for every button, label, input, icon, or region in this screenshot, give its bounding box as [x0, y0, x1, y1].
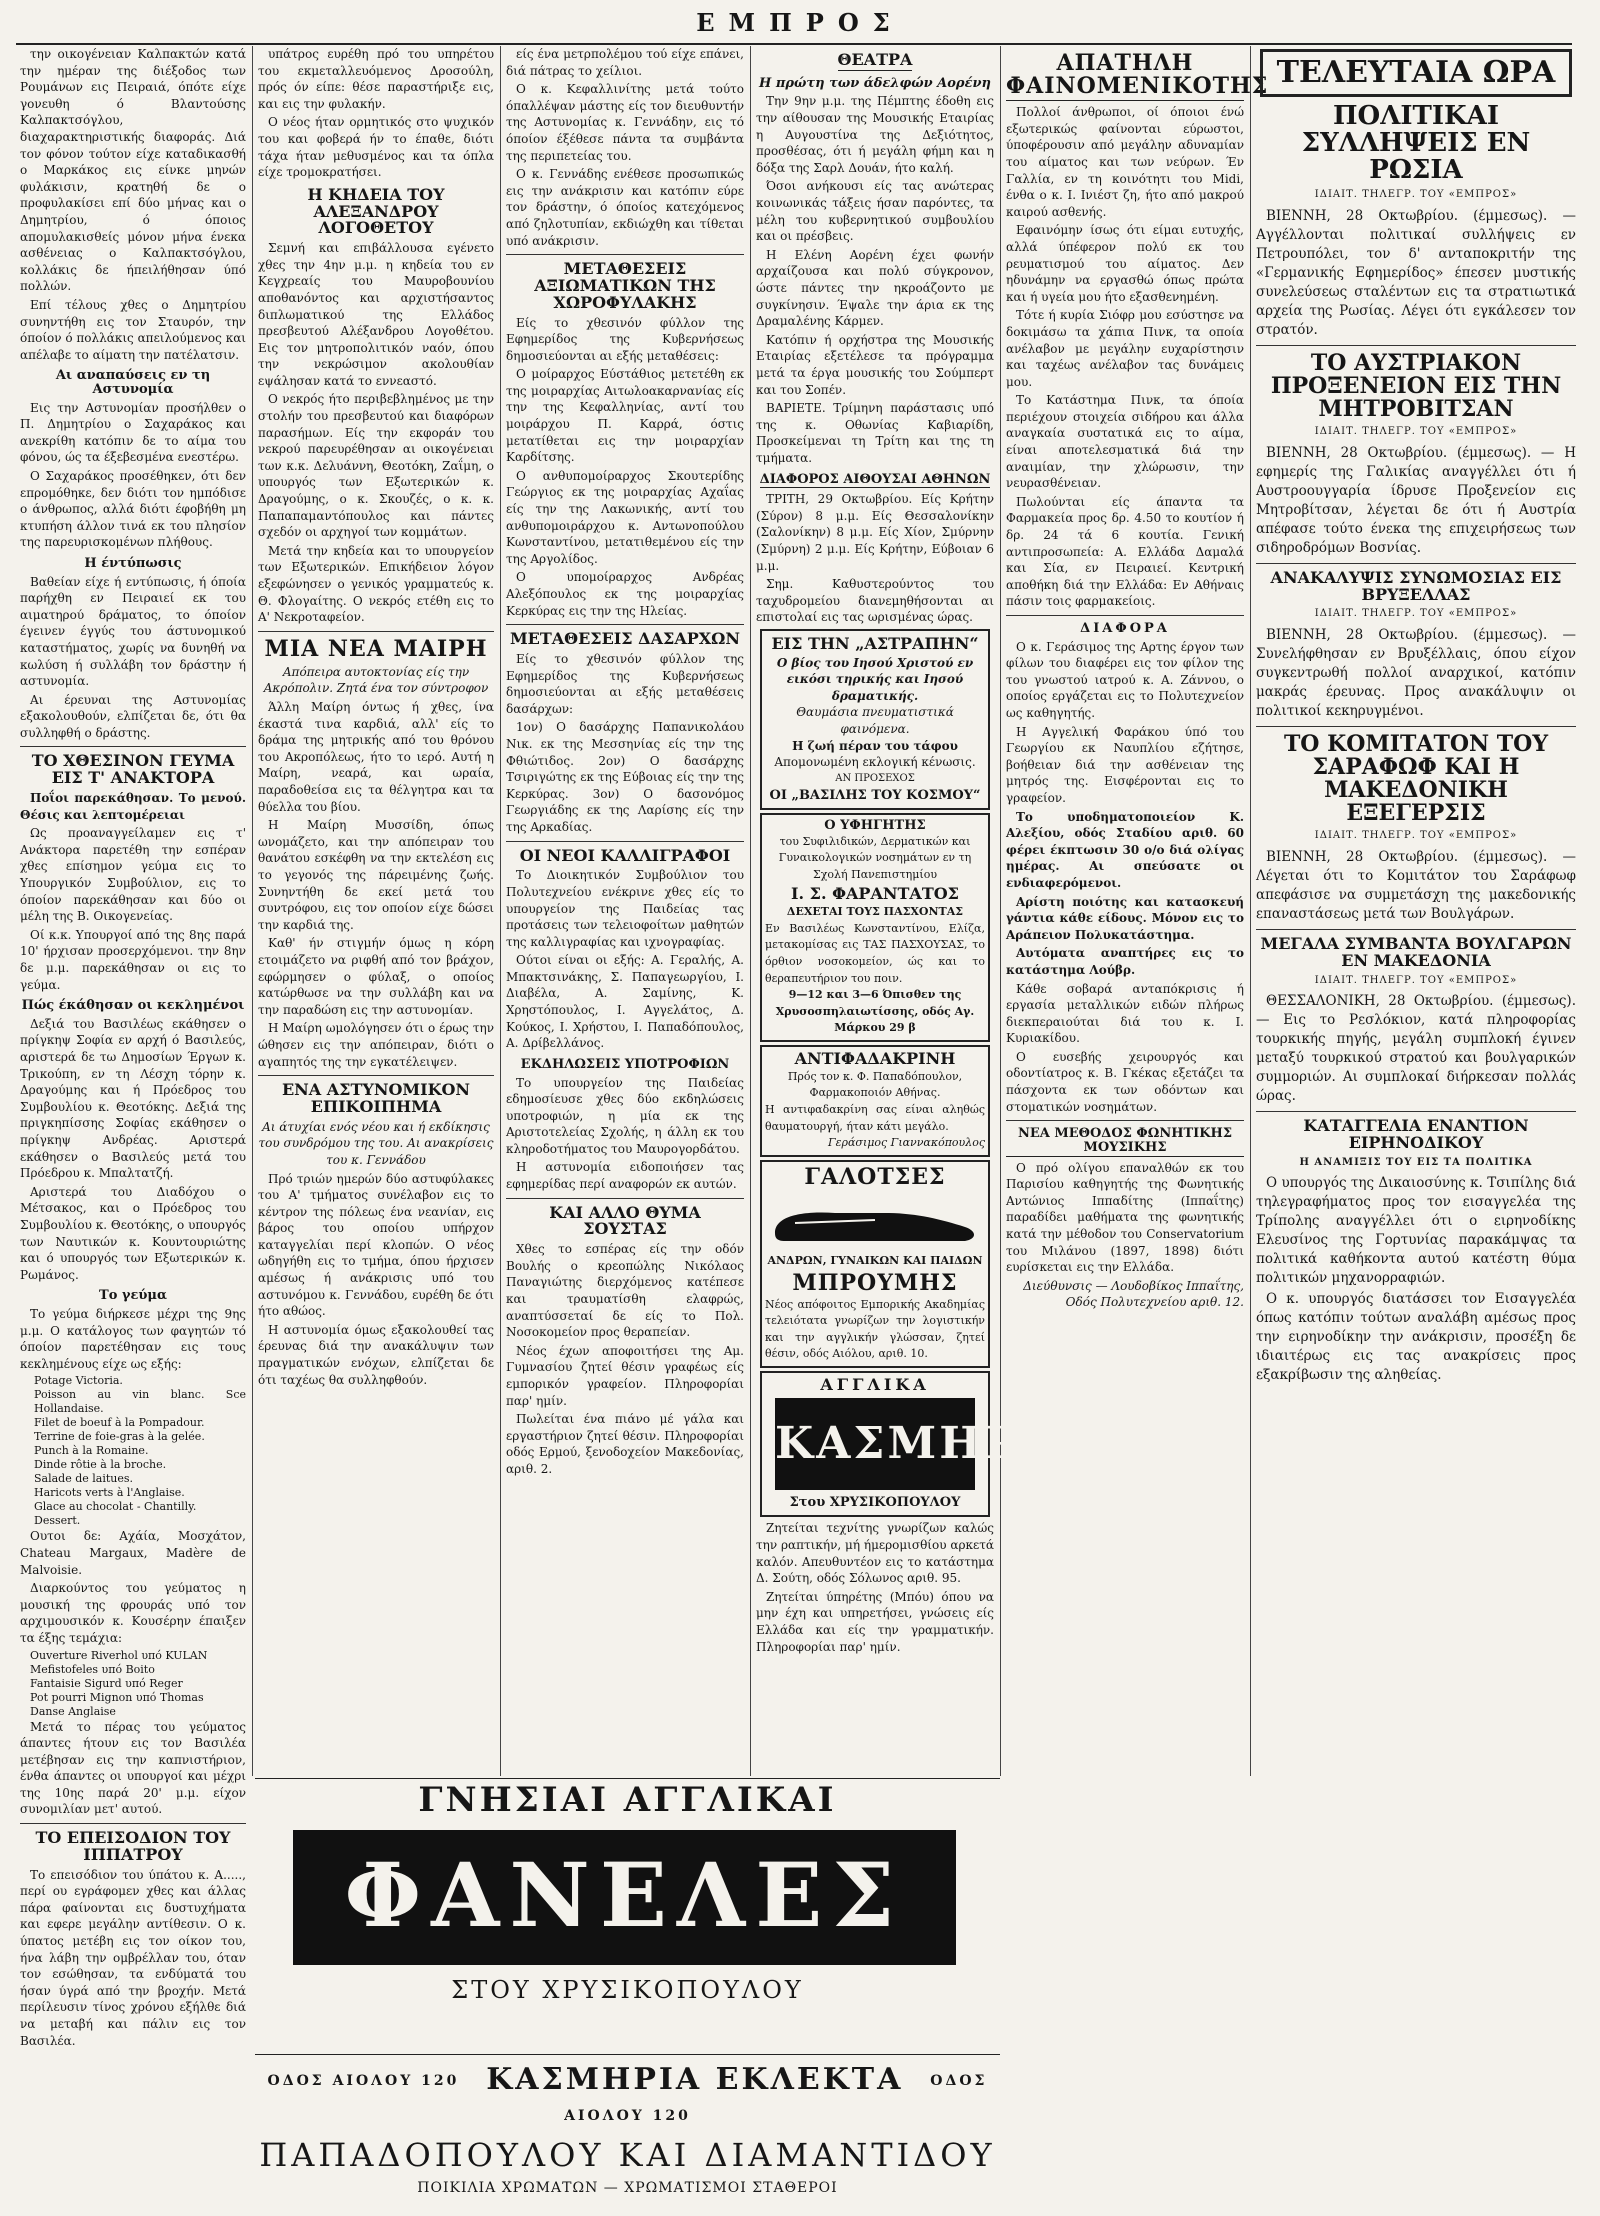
- classified-ad: Ζητείται ύπηρέτης (Μπόυ) όπου να μην έχη και υπηρετήσει, γνώσεις είς Ελλάδα και είς την γραμματικήν. Πληροφορίαι παρ' ημίν.: [756, 1589, 994, 1654]
- article-paragraph: Η Μαίρη Μυσσίδη, όπως ωνομάζετο, και την απόπειραν του θανάτου εσκέφθη να την εκτελέση εις το γεγονός της πάρειμένης ζωής. Συνηντήθη δε εκεί μετά του συντρόφου, εις τον οποίον είχε δώσει την καρδιά της.: [258, 818, 494, 932]
- article-paragraph: Είς το χθεσινόν φύλλον της Εφημερίδος της Κυβερνήσεως δημοσιεύονται αι εξής μεταθέσεις δασάρχων:: [506, 652, 744, 716]
- column-divider: [1250, 46, 1251, 1776]
- article-paragraph: Ο νέος ήταν ορμητικός στο ψυχικόν του και φοβερά ήν το έπαθε, διότι τάχα ήταν μεθυσμένος και τα όπλα είχε τρομοκρατήσει.: [258, 115, 494, 180]
- article-paragraph: Βαθείαν είχε ή εντύπωσις, ή όποία παρήχθη εν Πειραιεί εκ του αιματηρού δράματος, το όποίον έγεινεν έγγύς του άστυνομικού καταστήματος, χωρίς να δυνηθή να κωλύση ή συλλάβη τον δράστην ή αστυνομία.: [20, 574, 246, 689]
- article-paragraph: Το γεύμα διήρκεσε μέχρι της 9ης μ.μ. Ο κατάλογος των φαγητών τό όποίον παρετέθησαν εις τους κεκλημένους είχε ως εξής:: [20, 1306, 246, 1371]
- menu-item: Dinde rôtie à la broche.: [34, 1458, 167, 1472]
- article-paragraph: ΘΕΣΣΑΛΟΝΙΚΗ, 28 Οκτωβρίου. (έμμεσως). — Εις το Ρεσλόκιον, κατά πληροφορίας τουρκικής πηγής, μεγάλη συμπλοκή έγινεν μεταξύ τουρκικού στρατού και βουλγαρικών συμμοριών. Αι συμπλοκαί διήρκεσαν πολλάς ώρας.: [1256, 993, 1576, 1105]
- last-hour-title: ΤΕΛΕΥΤΑΙΑ ΩΡΑ: [1276, 55, 1556, 90]
- masthead: [0, 0, 1600, 40]
- article-paragraph: είς ένα μετρπολέμου τού είχε επάνει, διά πάτρας το χείλιοι.: [506, 47, 744, 78]
- article-paragraph: Οί κ.κ. Υπουργοί από της 8ης παρά 10' ήρχισαν προσερχόμενοι. την 8ην δε μ.μ. παρεκάθησαν οι εις το γεύμα.: [20, 927, 246, 992]
- article-paragraph: 1ον) Ο δασάρχης Παπανικολάου Νικ. εκ της Μεσσηνίας είς την της Φθιώτιδος. 2ον) Ο δασάρχης Τσιριγώτης εκ της Εύβοιας είς την της Κερκύρας. 3ον) Ο δασονόμος Γεωργιάδης εκ της Λαρίσης είς την της Αρκαδίας.: [506, 720, 744, 834]
- article-headline: ΚΑΤΑΓΓΕΛΙΑ ΕΝΑΝΤΙΟΝ ΕΙΡΗΝΟΔΙΚΟΥ: [1303, 1116, 1529, 1152]
- doctor-ad: [760, 813, 990, 1042]
- article-headline: ΑΝΑΚΑΛΥΨΙΣ ΣΥΝΩΜΟΣΙΑΣ ΕΙΣ ΒΡΥΞΕΛΛΑΣ: [1270, 567, 1562, 604]
- column-divider: [252, 46, 253, 1776]
- column-5: [1006, 46, 1269, 2206]
- article-paragraph: Μετά την κηδεία και το υπουργείον των Εξωτερικών. Επικήδειον λόγον εξεφώνησεν ο γενικός γραμματεύς κ. Θ. Φλογαίτης. Ο νεκρός ετέθη εις το Α' Νεκροταφείον.: [258, 543, 494, 625]
- divider: [506, 841, 744, 842]
- theatre-heading: ΘΕΑΤΡΑ: [837, 50, 913, 69]
- article-paragraph: Εις την Αστυνομίαν προσήλθεν ο Π. Δημητρίου ο Σαχαράκος και ανεκρίθη κατόπιν δε το αίμα του φόνου, ώς τα έξεβεσμένα ενεστέρω.: [20, 400, 246, 465]
- article-headline: ΚΑΙ ΑΛΛΟ ΘΥΜΑ ΣΟΥΣΤΑΣ: [549, 1202, 701, 1239]
- divider: [258, 631, 494, 632]
- article-paragraph: Χθες το εσπέρας είς την οδόν Βουλής ο κρεοπώλης Νικόλαος Παναγιώτης διερχόμενος κατέπεσε και τραυματίσθη ελαφρώς, αναπτύσσεταί δε είς το Πολ. Νοσοκομείον προς θεραπείαν.: [506, 1242, 744, 1340]
- dispatch-source: ΙΔΙΑΙΤ. ΤΗΛΕΓΡ. ΤΟΥ «ΕΜΠΡΟΣ»: [1314, 608, 1518, 620]
- article-paragraph: Όσοι ανήκουσι είς τας ανώτερας κοινωνικάς τάξεις ήσαν παρόντες, τα μέλη του κυβερνητικού συμβουλίου και οι πρέσβεις.: [756, 179, 994, 244]
- cashmere-banner: ΚΑΣΜΗΡΙΑ: [775, 1398, 975, 1490]
- flannel-ad-panel: [293, 1830, 956, 1965]
- article-paragraph: Ο κ. Γεράσιμος της Αρτης έργον των φίλων του διαφέρει εις τον φίλον της του γνωστού ιατρού κ. Α. Ζάννου, ο οποίος εργάζεται εις το Πολυτεχνείον ως καθηγητής.: [1006, 639, 1244, 721]
- cinema-name: ΕΙΣ ΤΗΝ „ΑΣΤΡΑΠΗΝ“: [771, 633, 979, 653]
- article-subtitle: Ποΐοι παρεκάθησαν. Το μενού. Θέσις και λεπτομέρειαι: [20, 791, 246, 822]
- article-paragraph: Σημ. Καθυστερούντος του ταχυδρομείου διανεμηθήσονται αι επιστολαί εις τας ωρισμένας ώρας.: [756, 577, 994, 625]
- article-paragraph: Επί τέλους χθες ο Δημητρίου συνηντήθη εις τον Σταυρόν, την όποίον ό πολλάκις απειλούμενος και απέλαβε το αίματη την πατέλατσιν.: [20, 297, 246, 362]
- article-headline: ΜΕΓΑΛΑ ΣΥΜΒΑΝΤΑ ΒΟΥΛΓΑΡΩΝ ΕΝ ΜΑΚΕΔΟΝΙΑ: [1260, 934, 1572, 970]
- section-heading: Αι αναπαύσεις εν τη Αστυνομία: [55, 368, 211, 397]
- article-paragraph: Την 9ην μ.μ. της Πέμπτης έδοθη εις την αίθουσαν της Μουσικής Εταιρίας η Αυγουστίνα της Δεξιότητος, προσθέσας, ότι ή μεγάλη φήμη και η δόξα της Σαρλ Δουάν, ήτο καλή.: [756, 94, 994, 175]
- article-headline: ΠΟΛΙΤΙΚΑΙ ΣΥΛΛΗΨΕΙΣ ΕΝ ΡΩΣΙΑ: [1301, 100, 1531, 186]
- article-paragraph: Ο νεκρός ήτο περιβεβλημένος με την στολήν του πρεσβευτού και διαφόρων παρασήμων. Είς την εκφοράν του νεκρού παρευρέθησαν αι οικογένειαι των κ.κ. Δελυάννη, Θεοτόκη, Ζαΐμη, ο υπουργός των Εξωτερικών κ. Δραγούμης, ο κ. Σκουζές, ο κ. κ. Παπαπαμαντόπουλος και πάντες σχεδόν οι αρχηγοί των κομμάτων.: [258, 392, 494, 540]
- article-paragraph: Ως προαναγγείλαμεν εις τ' Ανάκτορα παρετέθη την εσπέραν χθες επίσημον γεύμα εις το Υπουργικόν Συμβούλιον, εις το όποίον παρεκάθησαν και δύο οι μέλη της Β. Οικογενείας.: [20, 826, 246, 924]
- article-paragraph: Μετά το πέρας του γεύματος άπαντες ήτουν εις τον Βασιλέα μετέβησαν εις την καπνιστήριον, ένθα άπαντες οι υπουργοί και μέχρι της 10ης παρά 20' μ.μ. είχον συνομιλίαν μετ' αυτού.: [20, 1719, 246, 1817]
- ad-shop: Στου ΧΡΥΣΙΚΟΠΟΥΛΟΥ: [789, 1494, 961, 1510]
- article-headline: ΟΙ ΝΕΟΙ ΚΑΛΛΙΓΡΑΦΟΙ: [519, 845, 731, 865]
- music-item: Danse Anglaise: [30, 1704, 116, 1718]
- article-paragraph: Το Διοικητικόν Συμβούλιον του Πολυτεχνείου ενέκρινε χθες είς το υπουργείον της Παιδείας τας προτάσεις των τελειοφοίτων μαθητών της καλλιγραφίας και ιχνογραφίας.: [506, 868, 744, 949]
- article-headline: ΤΟ ΚΟΜΙΤΑΤΟΝ ΤΟΥ ΣΑΡΑΦΩΦ ΚΑΙ Η ΜΑΚΕΔΟΝΙΚΗ ΕΞΕΓΕΡΣΙΣ: [1283, 731, 1549, 827]
- article-paragraph: Αριστερά του Διαδόχου ο Μέτσακος, και ο Πρόεδρος του Συμβουλίου κ. Θεοτόκης, ο υπουργός των Ναυτικών κ. Κουντουριώτης και ό υπουργός των Εξωτερικών κ. Ρωμάνος.: [20, 1184, 246, 1282]
- article-paragraph: Αρίστη ποιότης και κατασκευή γάντια κάθε είδους. Μόνον εις το Αράπειον Πολυκατάστημα.: [1006, 894, 1244, 942]
- article-paragraph: Η αστυνομία ειδοποιήσεν τας εφημερίδας περί αναφορών εκ αυτών.: [506, 1160, 744, 1192]
- schedule-heading: ΔΙΑΦΟΡΟΣ ΑΙΘΟΥΣΑΙ ΑΘΗΝΩΝ: [759, 471, 991, 487]
- article-paragraph: Κάθε σοβαρά ανταπόκρισις ή εργασία μεταλλικών ειδών πλήρως διεκπεραιούται διά του κ. Ι. Κυριακίδου.: [1006, 981, 1244, 1046]
- article-paragraph: Είς το χθεσινόν φύλλον της Εφημερίδος της Κυβερνήσεως δημοσιεύονται αι εξής μεταθέσεις:: [506, 315, 744, 363]
- article-paragraph: Η Αγγελική Φαράκου ύπό του Γεωργίου εκ Ναυπλίου εζήτησε, βοήθειαν διά την ασθένειαν της μητρός της. Εισφέρονται εις το γραφείον.: [1006, 724, 1244, 805]
- article-paragraph: Η Μαίρη ωμολόγησεν ότι ο έρως την ώθησεν εις την απόπειραν, διότι ο αγαπητός της την εγκατέλειψεν.: [258, 1021, 494, 1069]
- menu-list: [20, 1374, 246, 1528]
- ad-mid-rule: [255, 2054, 1000, 2055]
- article-signature: Διεύθυνσις — Λουδοβίκος Ιππαΐτης, Οδός Πολυτεχνείου αριθ. 12.: [1023, 1278, 1244, 1310]
- shop-owners: ΠΑΠΑΔΟΠΟΥΛΟΥ ΚΑΙ ΔΙΑΜΑΝΤΙΔΟΥ: [259, 2136, 996, 2174]
- music-program: [20, 1649, 246, 1719]
- article-paragraph: ΒΑΡΙΕΤΕ. Τρίμηνη παράστασις υπό της κ. Οθωνίας Καβιαρίδη, Προσκείμεναι τη Τρίτη και της τη τμήματα.: [756, 401, 994, 465]
- shop-name: ΜΠΡΟΥΜΗΣ: [792, 1269, 958, 1296]
- ad-text: Η αντιφαδακρίνη σας είναι αληθώς θαυματουργή, ήταν κάτι μεγάλο.: [765, 1103, 985, 1133]
- article-paragraph: Καθ' ήν στιγμήν όμως η κόρη ετοιμάζετο να ριφθή από τον βράχον, εφώρμησεν ο φύλαξ, ο οποίος κατώρθωσε να την συλλάβη και να την παραδώση εις την αστυνομίαν.: [258, 936, 494, 1017]
- article-paragraph: Πρό τριών ημερών δύο αστυφύλακες του Α' τμήματος συνέλαβον εις το κέντρον της πόλεως ένα νεανίαν, εις βάρος του οποίου υπήρχον καταγγελίαι περί κλοπών. Ο νέος ωδηγήθη εις το τμήμα, όπου ήρχισεν αμέσως ή ανάκρισις υπό του αστυνόμου κ. Γεννάδου, ευρέθη δε ότι ήτο αθώος.: [258, 1171, 494, 1319]
- section-heading: [756, 473, 994, 489]
- divider: [1256, 929, 1576, 930]
- ad-heading: Ο ΥΦΗΓΗΤΗΣ: [824, 818, 926, 834]
- article-headline: Η ΚΗΔΕΙΑ ΤΟΥ ΑΛΕΞΑΝΔΡΟΥ ΛΟΓΟΘΕΤΟΥ: [307, 184, 445, 238]
- article-headline: ΤΟ ΕΠΕΙΣΟΔΙΟΝ ΤΟΥ ΙΠΠΑΤΡΟΥ: [35, 1828, 231, 1864]
- article-paragraph: Ουτοι δε: Αχάία, Μοσχάτον, Chateau Margaux, Madère de Malvoisie.: [20, 1529, 246, 1577]
- shop-address: ΟΔΟΣ ΑΙΟΛΟΥ 120: [564, 2073, 988, 2124]
- article-paragraph: Σεμνή και επιβάλλουσα εγένετο χθες την 4ην μ.μ. η κηδεία του εν Κεγχρεαίς του Μαυροβουνίου αποθανόντος και αρχιστήσαντος διπλωματικού της Ελλάδος πρεσβευτού Αλέξανδρου Λογοθέτου. Εις τον μητροπολιτικόν ναόν, όπου την νεκρώσιμον ακολουθίαν εψάλησαν κατά το εννεαστό.: [258, 241, 494, 388]
- music-item: Fantaisie Sigurd υπό Reger: [30, 1676, 183, 1690]
- section-heading: [1006, 1127, 1244, 1156]
- article-paragraph: Ο κ. υπουργός διατάσσει τον Εισαγγελέα όπως κατόπιν τούτων αναλάβη αμέσως προς την ειρηνοδίκην την ανάκρισιν, προσέξη δε ιδιαιτέρως εις τας ανακρίσεις προς εξακρίβωσιν της αληθείας.: [1256, 1291, 1576, 1384]
- flannel-ad-word: ΦΑΝΕΛΕΣ: [344, 1843, 905, 1947]
- divider: [1256, 345, 1576, 346]
- article-paragraph: Το Κατάστημα Πινκ, τα όποία περιέχουν στοιχεία σιδήρου και άλλα αναγκαία συστατικά εις το αίμα, είναι αποτελεσματικά διά την αναιμίαν, την χλώρωσιν, την νευρασθένειαν.: [1006, 393, 1244, 491]
- column-divider: [750, 46, 751, 1776]
- divider: [506, 254, 744, 255]
- article-paragraph: Ο κ. Κεφαλλινίτης μετά τούτο όπαλλέψαν μάστης είς τον διευθυντήν της Αστυνομίας κ. Γεννάδην, εις τό όποίον έξέθεσε πάντα τα συμβάντα της περιπετείας του.: [506, 82, 744, 163]
- cinema-feature: ΟΙ „ΒΑΣΙΛΗΣ ΤΟΥ ΚΟΣΜΟΥ“: [769, 788, 981, 804]
- cinema-line: Θαυμάσια πνευματιστικά φαινόμενα.: [796, 705, 954, 737]
- flannel-ad: [255, 1780, 1000, 2050]
- article-subtitle: Απόπειρα αυτοκτονίας είς την Ακρόπολιν. Ζητά ένα τον σύντροφον: [263, 664, 489, 696]
- column-2: [258, 46, 494, 1776]
- column-3: [506, 46, 744, 1776]
- music-method-heading: ΝΕΑ ΜΕΘΟΔΟΣ ΦΩΝΗΤΙΚΗΣ ΜΟΥΣΙΚΗΣ: [1006, 1127, 1244, 1156]
- article-paragraph: ΒΙΕΝΝΗ, 28 Οκτωβρίου. (έμμεσως). — Αγγέλλονται πολιτικαί συλλήψεις εν Πετρουπόλει, τον δ' ανταποκριτήν της «Γερμανικής Εφημερίδος» έπεσεν μυστικής συνελεύσεως σταλέντων εις τα στρατιωτικά αρχεία της Ρωσίας. Λέγει ότι εγκάλεσεν τον στρατόν.: [1256, 207, 1576, 338]
- ad-text: Νέος απόφοιτος Εμπορικής Ακαδημίας τελειότατα γνωρίζων την λογιστικήν και την αγγλικήν γλώσσαν, ζητεί θέσιν, οδός Αιόλου, αριθ. 10.: [765, 1297, 985, 1361]
- article-paragraph: Το υπουργείον της Παιδείας εδημοσίευσε χθες δύο εκδηλώσεις υποτροφιών, η μία εκ της Αριστοτελείας Σχολής, η άλλη εκ του κληροδοτήματος του Μαυρογορδάτου.: [506, 1075, 744, 1156]
- column-1: [20, 46, 246, 2206]
- article-paragraph: ΒΙΕΝΝΗ, 28 Οκτωβρίου. (έμμεσως). — Η εφημερίς της Γαλικίας αναγγέλλει ότι ή Αυστροουγγαρία ίδρυσε Προξενείον εις Μητροβίτσαν, λέγεται δε ότι ή Αυστρία απέφασε τούτο ένεκα της επιχειρήσεως των σιδηροδρόμων Βοσνίας.: [1256, 444, 1576, 556]
- article-paragraph: Το υποδηματοποιείον Κ. Αλεξίου, οδός Σταδίου αριθ. 60 φέρει έκπτωσιν 30 ο/ο διά ολίγας ημέρας. Αι σπεύσατε οι ενδιαφερόμενοι.: [1006, 809, 1244, 890]
- article-paragraph: ΒΙΕΝΝΗ, 28 Οκτωβρίου. (έμμεσως). — Λέγεται ότι το Κομιτάτον του Σαράφωφ απεφάσισε να συμμετάσχη της μακεδονικής επαναστάσεως μετά των Βουλγάρων.: [1256, 849, 1576, 923]
- article-headline: ΜΕΤΑΘΕΣΕΙΣ ΔΑΣΑΡΧΩΝ: [509, 629, 741, 649]
- divider: [1256, 563, 1576, 564]
- article-subtitle: Η ΑΝΑΜΙΞΙΣ ΤΟΥ ΕΙΣ ΤΑ ΠΟΛΙΤΙΚΑ: [1299, 1156, 1533, 1168]
- article-headline: ΤΟ ΑΥΣΤΡΙΑΚΟΝ ΠΡΟΞΕΝΕΙΟΝ ΕΙΣ ΤΗΝ ΜΗΤΡΟΒΙΤΣΑΝ: [1270, 349, 1562, 423]
- menu-item: Poisson au vin blanc. Sce Hollandaise.: [34, 1388, 246, 1416]
- article-subtitle: Η πρώτη των άδελφών Αορένη: [759, 75, 991, 91]
- article-paragraph: ΤΡΙΤΗ, 29 Οκτωβρίου. Είς Κρήτην (Σύρον) 8 μ.μ. Είς Θεσσαλονίκην (Σαλονίκην) 8 μ.μ. Είς Χίον, Σμύρνην (Σμύρνη) 2 μ.μ. Είς Κρήτην, Εύβοιαν 6 μ.μ.: [756, 492, 994, 573]
- column-6: [1256, 46, 1576, 2206]
- ad-text: ΑΝΔΡΩΝ, ΓΥΝΑΙΚΩΝ ΚΑΙ ΠΑΙΔΩΝ: [767, 1253, 983, 1267]
- shop-address: ΟΔΟΣ ΑΙΟΛΟΥ 120: [267, 2073, 460, 2089]
- classified-ad: Πωλείται ένα πιάνο μέ γάλα και εργαστήριον ζητεί θέσιν. Πληροφορίαι οδός Ερμού, ξενοδοχείον Μακεδονίας, αριθ. 2.: [506, 1412, 744, 1476]
- cinema-line: Ο βίος του Ιησού Χριστού εν εικόσι τηρικής και Ιησού δραματικής.: [776, 655, 974, 703]
- article-paragraph: Ο Σαχαράκος προσέθηκεν, ότι δεν επρομόθηκε, δεν διότι τον ημπόδισε ο άνθρωπος, αλλά διότι έφοβήθη μη κτυπήση άλλον τινά εκ του πλησίον της παρευρισκομένων πλήθους.: [20, 468, 246, 550]
- article-paragraph: Ο ευσεβής χειρουργός και οδοντίατρος κ. Β. Γκέκας εξετάζει τα πάσχοντα εκ των οδόντων και στοματικών νοσημάτων.: [1006, 1049, 1244, 1114]
- article-paragraph: Αι έρευναι της Αστυνομίας εξακολουθούν, ελπίζεται δε, ότι θα συλληφθή ο δράστης.: [20, 692, 246, 740]
- article-paragraph: Κατόπιν ή ορχήστρα της Μουσικής Εταιρίας εξετέλεσε τα πρόγραμμα μετά τα έργα μουσικής του Σούμπερτ και του Σοπέν.: [756, 332, 994, 397]
- article-paragraph: Ο ανθυπομοίραρχος Σκουτερίδης Γεώργιος εκ της μοιραρχίας Αχαΐας είς την της Λακωνικής, αντί του ανθυπομοιράρχου κ. Αντωνοπούλου Κωνσταντίνου, μετατιθεμένου είς την της Αργολίδος.: [506, 468, 744, 566]
- divider: [20, 746, 246, 747]
- cinema-line: Η ζωή πέραν του τάφου: [792, 738, 958, 753]
- article-paragraph: Ο μοίραρχος Εύστάθιος μετετέθη εκ της μοιραρχίας Αιτωλοακαρνανίας είς την της Κεφαλληνίας, αντί του μοιράρχου Π. Καρρά, όστις μετατίθεται εις την μοιραρχίαν Καρδίτσης.: [506, 367, 744, 465]
- divider: [506, 1198, 744, 1199]
- section-heading: Το γεύμα: [99, 1288, 167, 1304]
- ad-heading: ΓΑΛΟΤΣΕΣ: [804, 1163, 946, 1190]
- section-heading: [756, 52, 994, 71]
- divider: [1256, 1111, 1576, 1112]
- article-paragraph: Το επεισόδιον του ύπάτου κ. Α....., περί ου εγράφομεν χθες και άλλας πάρα φαίνονται εις δυστυχήματα και εφερε μεγάλην αντίθεσιν. Ο κ. ύπατος μετέβη εις τον οίκον του, ήνα λάβη την ομβρέλλαν του, όταν τον εσώθησαν, τα ενδύματά του ήσαν ύγρά από την βροχήν. Μετά περίλευσιν τίνος χρόνου εξήλθε διά να μεταβή και πάλιν εις τον Βασιλέα.: [20, 1867, 246, 2048]
- doctor-name: Ι. Σ. ΦΑΡΑΝΤΑΤΟΣ: [791, 883, 959, 903]
- article-paragraph: Δεξιά του Βασιλέως εκάθησεν ο πρίγκηψ Σοφία εν αρχή ό Βασιλεύς, αριστερά δε τω Δημοσίων Έργων κ. Τρικούπη, εν τη Λέσχη τόρην κ. Δραγούμης και ή Πρόεδρος του Συμβουλίου κ. Θεοτόκης. Δεξιά της πριγκηπίσσης Σοφίας εκάθησεν ο πρίγκηψ Ανδρέας. Αριστερά εκάθησεν ο Βασιλεύς μετά του Πρόεδρου κ. Μπαλτατζή.: [20, 1016, 246, 1181]
- article-headline: ΜΕΤΑΘΕΣΕΙΣ ΑΞΙΩΜΑΤΙΚΩΝ ΤΗΣ ΧΩΡΟΦΥΛΑΚΗΣ: [534, 259, 716, 312]
- article-paragraph: Εφαινόμην ίσως ότι είμαι ευτυχής, αλλά ύπέφερον πολύ εκ του ρευματισμού του αίματος. Δεν ηδυνάμην να εργασθώ όπως πρώτα και ή υγεία μου ήτο εξασθενημένη.: [1006, 223, 1244, 304]
- article-paragraph: Αυτόματα αναπτήρες εις το κατάστημα Λούβρ.: [1006, 946, 1244, 977]
- article-headline: ΤΟ ΧΘΕΣΙΝΟΝ ΓΕΥΜΑ ΕΙΣ Τ' ΑΝΑΚΤΟΡΑ: [31, 751, 235, 788]
- menu-item: Terrine de foie-gras à la gelée.: [34, 1430, 205, 1444]
- ad-text: Εν Βασιλέως Κωνσταντίνου, Ελίζα, μετακομίσας εις ΤΑΣ ΠΑΣΧΟΥΣΑΣ, το όρθιον νοσοκομείον, ώς και το θεραπευτήριον του ποιν.: [765, 921, 985, 985]
- article-headline: ΕΝΑ ΑΣΤΥΝΟΜΙΚΟΝ ΕΠΙΚΟΙΠΗΜΑ: [281, 1080, 471, 1116]
- divider: [20, 1823, 246, 1824]
- column-divider: [1000, 46, 1001, 1776]
- article-paragraph: Πολλοί άνθρωποι, οί όποιοι ένώ εξωτερικώς φαίνονται εύρωστοι, ύποφέρουσιν από μεγάλην αδυναμίαν του αίματος και των νεύρων. Έν Γαλλία, εν τη κοινότητι του Midi, ένθα ο κ. Ι. Ινιέστ ζη, ήτο από μακρού καιρού ασθενής.: [1006, 105, 1244, 219]
- menu-item: Potage Victoria.: [34, 1374, 123, 1388]
- ad-heading: ΑΓΓΛΙΚΑ: [820, 1374, 930, 1394]
- ad-text: Πρός τον κ. Φ. Παπαδόπουλον, Φαρμακοποιόν Αθήνας.: [787, 1069, 963, 1100]
- last-hour-banner: [1260, 49, 1572, 97]
- article-subtitle: Αι άτυχίαι ενός νέου και ή εκδίκησις του συνδρόμου της του. Αι ανακρίσεις του κ. Γεννάδου: [258, 1119, 494, 1167]
- divider: [1006, 1120, 1244, 1121]
- article-paragraph: Ο υπουργός της Δικαιοσύνης κ. Τσιπίλης διά τηλεγραφήματος προς τον εισαγγελέα της Τρίπολης αναγγέλλει ότι ο ειρηνοδίκης Ελευσίνος της Γορτυνίας παρακάμψας τα πολιτικά καθήκοντα αυτού κατέστη θύμα πολιτικών μηχανορραφιών.: [1256, 1175, 1576, 1287]
- ad-heading: ΑΝΤΙΦΑΔΑΚΡΙΝΗ: [794, 1049, 956, 1069]
- section-heading: ΔΙΑΦΟΡΑ: [1080, 621, 1170, 636]
- menu-item: Salade de laitues.: [34, 1472, 134, 1486]
- divider: [1256, 726, 1576, 727]
- classified-ad: Ζητείται τεχνίτης γνωρίζων καλώς την ραπτικήν, μή ήμερομισθίου αρκετά καλόν. Απευθυντέον εις το κατάστημα Δ. Σούτη, οδός Σόλωνος αριθ. 95.: [756, 1521, 994, 1586]
- article-headline: ΑΠΑΤΗΛΗ ΦΑΙΝΟΜΕΝΙΚΟΤΗΣ: [1006, 52, 1244, 101]
- menu-item: Haricots verts à l'Anglaise.: [34, 1486, 185, 1500]
- menu-item: Dessert.: [34, 1514, 81, 1528]
- menu-item: Punch à la Romaine.: [34, 1444, 149, 1458]
- newspaper-name: ΕΜΠΡΟΣ: [696, 8, 904, 37]
- article-headline: ΜΙΑ ΝΕΑ ΜΑΙΡΗ: [264, 635, 488, 662]
- ad-signature: Γεράσιμος Γιαννακόπουλος: [828, 1136, 985, 1150]
- dispatch-source: ΙΔΙΑΙΤ. ΤΗΛΕΓΡ. ΤΟΥ «ΕΜΠΡΟΣ»: [1314, 426, 1518, 438]
- section-heading: Πώς έκάθησαν οι κεκλημένοι: [21, 998, 245, 1014]
- section-heading: ΕΚΔΗΛΩΣΕΙΣ ΥΠΟΤΡΟΦΙΩΝ: [520, 1056, 730, 1072]
- article-paragraph: Διαρκούντος του γεύματος η μουσική της φρουράς υπό τον αρχιμουσικόν κ. Κουσέρην έπαιξεν τα έξης τεμάχια:: [20, 1581, 246, 1645]
- divider: [258, 1075, 494, 1076]
- masthead-rule: [16, 43, 1572, 45]
- galosh-shoe-icon: [765, 1193, 985, 1249]
- column-divider: [500, 46, 501, 1776]
- article-paragraph: την οικογένειαν Καλπακτών κατά την ημέραν της διέξοδος των Ρουμάνων εις Πειραιά, όπότε είχε γονευθη ό Βλαντούσης Καλπακτσόγλου, διαχαρακτηριστικής διαφοράς. Διά τον φόνον τούτον είχε καταδικασθή ο Μαρκάκος εις είνκε μηνών φυλάκισιν, κρατηθή δε ο προφυλακίσει επί δύο μήνας και ο Δημητρίου, ό όποιος απομυλακισθείς μόνον μήνα ένεκα ασθένειας ο Καλπακτσόγλου, κολλάκις δε ήπειλήθησαν ύπό πολλών.: [20, 47, 246, 294]
- shop-slogan: ΠΟΙΚΙΛΙΑ ΧΡΩΜΑΤΩΝ — ΧΡΩΜΑΤΙΣΜΟΙ ΣΤΑΘΕΡΟΙ: [417, 2180, 838, 2196]
- cashmere-shop-ad: [255, 2058, 1000, 2198]
- section-heading: Η έντύπωσις: [84, 555, 182, 571]
- article-paragraph: Η Ελένη Αορένη έχει φωνήν αρχαίζουσα και πολύ σύγκρονον, ώστε πάντες την ηκροάζοντο με συγκίνησιν. Έψαλε την άρια εκ της Δραμαλένης Κάρμεν.: [756, 247, 994, 329]
- menu-item: Glace au chocolat - Chantilly.: [34, 1500, 197, 1514]
- article-paragraph: Ο πρό ολίγου επαναλθών εκ του Παρισίου καθηγητής της Φωνητικής Αντώνιος Ιππαδίτης (Ιππαΐτης) παραδίδει μαθήματα της φωνητικής κατά την μέθοδον του Conservatorium του Μιλάνου (1897, 1898) διότι ευρίσκεται εις την Ελλάδα.: [1006, 1160, 1244, 1275]
- article-paragraph: Ο υπομοίραρχος Ανδρέας Αλεξόπουλος εκ της μοιραρχίας Κερκύρας εις την της Ηλείας.: [506, 570, 744, 618]
- article-paragraph: Ο κ. Γεννάδης ενέθεσε προσωπικώς εις την ανάκρισιν και κατόπιν εύρε τον δράστην, ό όποίος κατεχόμενος από ζηλοτυπίαν, εκδιώχθη και τίθεται υπό ανάκρισιν.: [506, 167, 744, 248]
- pharmacy-ad: [760, 1045, 990, 1157]
- cinema-line: ΑΝ ΠΡΟΣΕΧΟΣ: [835, 772, 915, 784]
- article-paragraph: Πωλούνται είς άπαντα τα Φαρμακεία προς δρ. 4.50 το κουτίον ή δρ. 24 τά 6 κουτία. Γενική αντιπροσωπεία: Α. Ελλάδα Δαμαλά και Σία, εν Πειραιεί. Κεντρική αποθήκη διά την Ελλάδα: Εν Αθήναις πάσιν τοις φαρμακείοις.: [1006, 494, 1244, 609]
- ad-top-rule: [255, 1778, 1000, 1779]
- dispatch-source: ΙΔΙΑΙΤ. ΤΗΛΕΓΡ. ΤΟΥ «ΕΜΠΡΟΣ»: [1314, 189, 1518, 201]
- music-item: Pot pourri Mignon υπό Thomas: [30, 1690, 204, 1704]
- article-paragraph: υπάτρος ευρέθη πρό του υπηρέτου του εκμεταλλευόμενος Δροσούλη, πρός όν είπε: θέσε παραστήριξε εις, και εις την φυλακήν.: [258, 47, 494, 111]
- article-paragraph: Τότε ή κυρία Σιόφρ μου εσύστησε να δοκιμάσω τα χάπια Πινκ, τα οποία ανέλαβον με μεγάλην ευχαρίστησιν και ταχέως ανέλαβον τας δυνάμεις μου.: [1006, 308, 1244, 389]
- divider: [1006, 615, 1244, 616]
- dispatch-source: ΙΔΙΑΙΤ. ΤΗΛΕΓΡ. ΤΟΥ «ΕΜΠΡΟΣ»: [1314, 830, 1518, 842]
- cashmere-ad: [760, 1371, 1081, 1517]
- cinema-line: Απομονωμένη εκλογική κένωσις.: [774, 755, 976, 770]
- ad-text: ΔΕΧΕΤΑΙ ΤΟΥΣ ΠΑΣΧΟΝΤΑΣ: [786, 905, 964, 919]
- ad-text: του Συφιλιδικών, Δερματικών και Γυναικολογικών νοσημάτων εν τη Σχολή Πανεπιστημίου: [778, 834, 972, 881]
- cinema-ad: [760, 629, 990, 810]
- menu-item: Filet de boeuf à la Pompadour.: [34, 1416, 205, 1430]
- cashmere-select: ΚΑΣΜΗΡΙΑ ΕΚΛΕΚΤΑ: [486, 2062, 904, 2097]
- divider: [506, 624, 744, 625]
- article-paragraph: ΒΙΕΝΝΗ, 28 Οκτωβρίου. (έμμεσως). — Συνελήφθησαν εν Βρυξέλλαις, όπου είχον συγκεντρωθή πολλοί αναρχικοί, κατόπιν μακράς έρευνας. Προς ανακάλυψιν οι πολιτικοί κεκηρυγμένοι.: [1256, 627, 1576, 720]
- classified-ad: Νέος έχων αποφοιτήσει της Αμ. Γυμνασίου ζητεί θέσιν γραφέως είς εμπορικόν γραφείον. Πληροφορίαι παρ' ημίν.: [506, 1343, 744, 1408]
- cashmere-shop-row: [255, 2062, 1000, 2132]
- dispatch-source: ΙΔΙΑΙΤ. ΤΗΛΕΓΡ. ΤΟΥ «ΕΜΠΡΟΣ»: [1314, 974, 1518, 986]
- flannel-ad-shop: ΣΤΟΥ ΧΡΥΣΙΚΟΠΟΥΛΟΥ: [451, 1976, 804, 2004]
- article-paragraph: Ούτοι είναι οι εξής: Α. Γεραλής, Α. Μπακτσινάκης, Σ. Παπαγεωργίου, Ι. Διαβέλα, Α. Σαμίνης, Κ. Χρηστόπουλος, Ι. Αγγελάτος, Δ. Κούκος, Ι. Χρήστου, Ι. Παπαδόπουλος, Α. Δρίβελλάνος.: [506, 953, 744, 1051]
- music-item: Mefistofeles υπό Boito: [30, 1662, 155, 1676]
- article-paragraph: Άλλη Μαίρη όντως ή χθες, ίνα έκαστά τινα καρδιά, αλλ' είς το δράμα της μητρικής από του θρόνου του Ακροπόλεως, ήτο το ιερό. Αυτή η Μαίρη, νεαρά, και ωραία, παραδοθείσα εις τα θέλγητρα και τα θύελλα του βίου.: [258, 700, 494, 814]
- galoshes-ad: [760, 1160, 990, 1368]
- ad-hours: 9—12 και 3—6 Όπισθεν της Χρυσοσπηλαιωτίσσης, οδός Αγ. Μάρκου 29 β: [775, 988, 975, 1035]
- flannel-ad-title: ΓΝΗΣΙΑΙ ΑΓΓΛΙΚΑΙ: [418, 1780, 837, 1820]
- music-item: Ouverture Riverhol υπό KULAN: [30, 1648, 208, 1662]
- article-paragraph: Η αστυνομία όμως εξακολουθεί τας έρευνας διά την ανακάλυψιν των πραγματικών ενόχων, ελπίζεται δε ότι ταχέως θα συλληφθούν.: [258, 1322, 494, 1387]
